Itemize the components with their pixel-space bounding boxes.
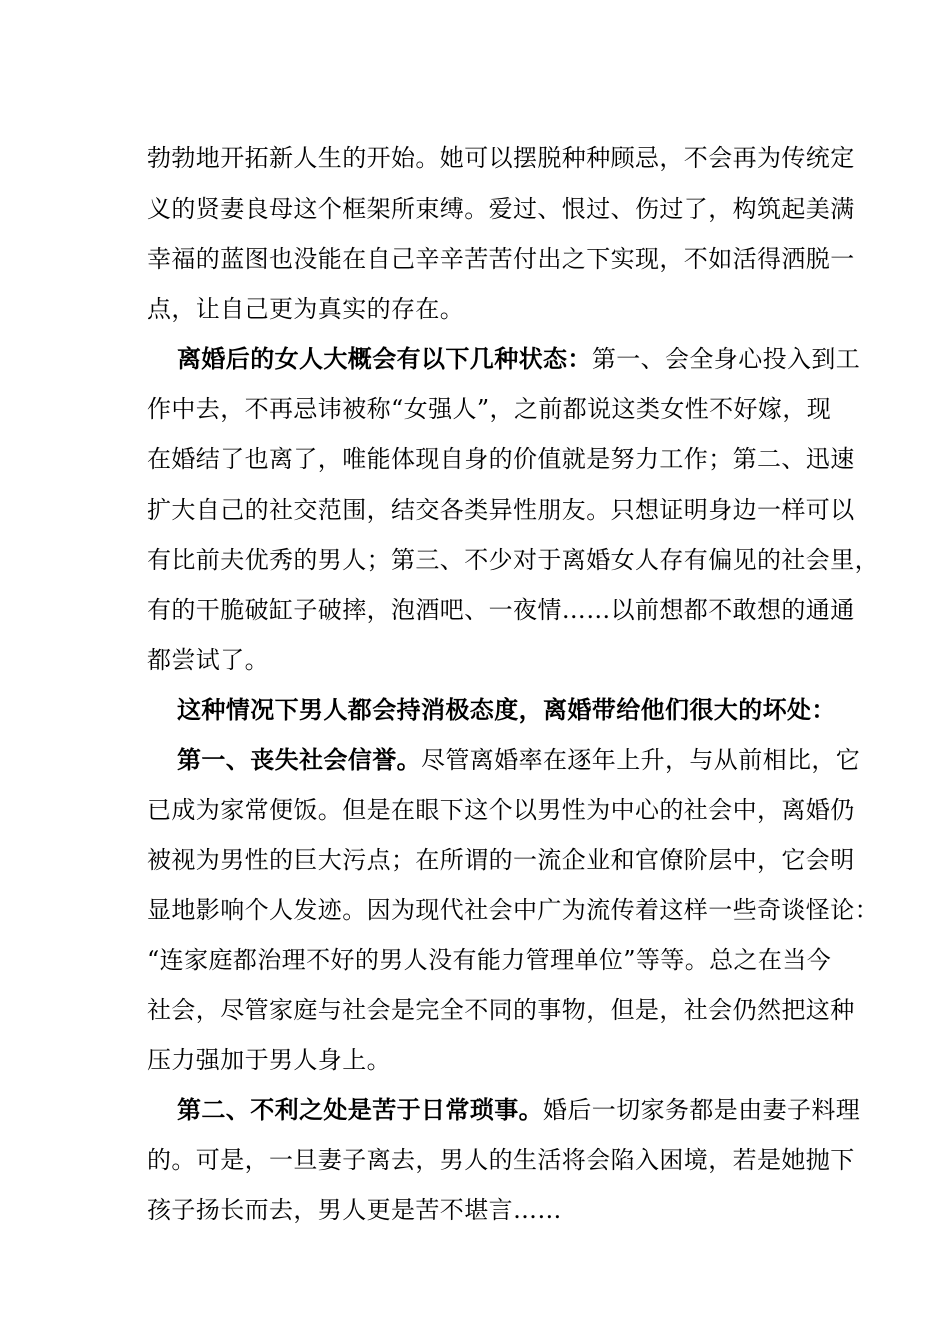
text-line	[147, 1044, 391, 1076]
body-text: 社会，尽管家庭与社会是完全不同的事物，但是，社会仍然把这种	[147, 996, 855, 1024]
text-line	[147, 393, 831, 425]
body-text: 第一、会全身心投入到工	[591, 345, 861, 373]
bold-text: 这种情况下男人都会持消极态度，离婚带给他们很大的坏处：	[177, 695, 836, 724]
bold-text: 第一、丧失社会信誉。	[177, 745, 421, 774]
text-line	[147, 1144, 855, 1176]
text-line	[147, 794, 855, 826]
text-line	[177, 744, 860, 776]
bold-text: 离婚后的女人大概会有以下几种状态：	[177, 344, 592, 373]
body-text: 在婚结了也离了，唯能体现自身的价值就是努力工作；第二、迅速	[147, 445, 855, 473]
text-line	[177, 1094, 860, 1126]
text-line	[147, 494, 855, 526]
text-line	[147, 443, 855, 475]
body-text: 扩大自己的社交范围，结交各类异性朋友。只想证明身边一样可以	[147, 496, 855, 524]
body-text: 点，让自己更为真实的存在。	[147, 295, 465, 323]
text-line	[147, 1194, 562, 1226]
body-text: 的。可是，一旦妻子离去，男人的生活将会陷入困境，若是她抛下	[147, 1146, 855, 1174]
text-line	[147, 994, 855, 1026]
text-line	[147, 644, 269, 676]
body-text: 婚后一切家务都是由妻子料理	[543, 1096, 861, 1124]
text-line	[147, 193, 855, 225]
body-text: 义的贤妻良母这个框架所束缚。爱过、恨过、伤过了，构筑起美满	[147, 195, 855, 223]
body-text: 压力强加于男人身上。	[147, 1046, 391, 1074]
body-text: 幸福的蓝图也没能在自己辛辛苦苦付出之下实现，不如活得洒脱一	[147, 245, 855, 273]
text-line	[147, 544, 879, 576]
body-text: 都尝试了。	[147, 646, 269, 674]
text-line	[147, 293, 464, 325]
body-text: 已成为家常便饭。但是在眼下这个以男性为中心的社会中，离婚仍	[147, 796, 855, 824]
text-line	[177, 343, 860, 375]
body-text: 作中去，不再忌讳被称“女强人”，之前都说这类女性不好嫁，现	[147, 395, 832, 423]
body-text: 尽管离婚率在逐年上升，与从前相比，它	[421, 746, 861, 774]
text-line	[147, 894, 879, 926]
text-line	[147, 243, 855, 275]
text-line	[177, 694, 836, 726]
bold-text: 第二、不利之处是苦于日常琐事。	[177, 1095, 543, 1124]
body-text: 被视为男性的巨大污点；在所谓的一流企业和官僚阶层中，它会明	[147, 846, 855, 874]
body-text: 有比前夫优秀的男人；第三、不少对于离婚女人存有偏见的社会里，	[147, 546, 879, 574]
body-text: 勃勃地开拓新人生的开始。她可以摆脱种种顾忌，不会再为传统定	[147, 144, 855, 172]
body-text: 孩子扬长而去，男人更是苦不堪言……	[147, 1196, 562, 1224]
text-line	[147, 142, 855, 174]
body-text: 显地影响个人发迹。因为现代社会中广为流传着这样一些奇谈怪论：	[147, 896, 879, 924]
text-line	[147, 944, 831, 976]
body-text: “连家庭都治理不好的男人没有能力管理单位”等等。总之在当今	[147, 946, 832, 974]
body-text: 有的干脆破缸子破摔，泡酒吧、一夜情……以前想都不敢想的通通	[147, 596, 855, 624]
text-line	[147, 594, 855, 626]
text-line	[147, 844, 855, 876]
